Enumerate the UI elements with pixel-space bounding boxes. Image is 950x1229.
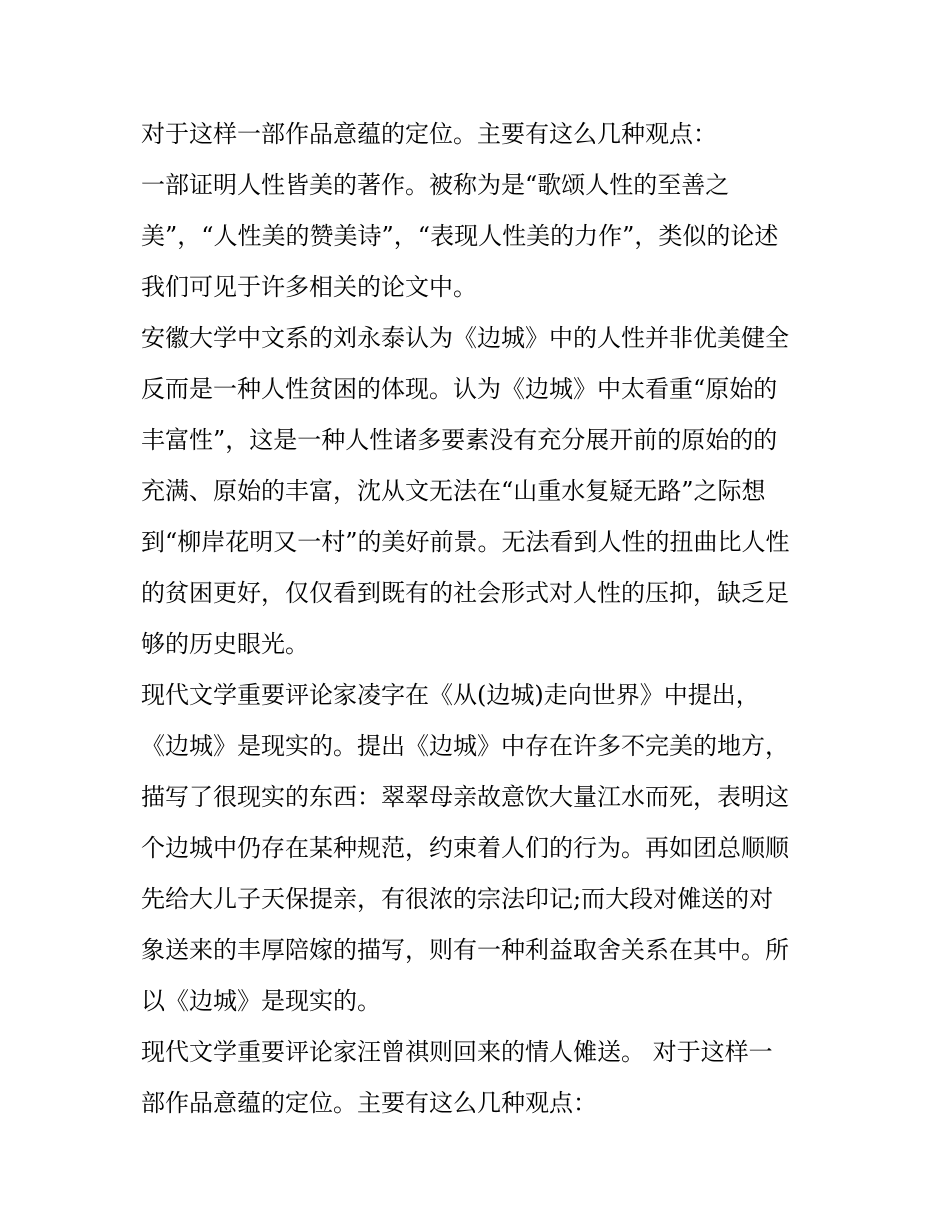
text-line: 反而是一种人性贫困的体现。认为《边城》中太看重“原始的	[141, 375, 778, 403]
text-line: 个边城中仍存在某种规范，约束着人们的行为。再如团总顺顺	[141, 834, 789, 862]
text-line: 先给大儿子天保提亲，有很浓的宗法印记;而大段对傩送的对	[141, 885, 774, 913]
text-line: 描写了很现实的东西：翠翠母亲故意饮大量江水而死，表明这	[141, 783, 789, 811]
text-line: 一部证明人性皆美的著作。被称为是“歌颂人性的至善之	[141, 171, 730, 199]
text-line: 《边城》是现实的。提出《边城》中存在许多不完美的地方，	[141, 732, 789, 760]
text-line: 到“柳岸花明又一村”的美好前景。无法看到人性的扭曲比人性	[141, 528, 790, 556]
text-line: 现代文学重要评论家凌字在《从(边城)走向世界》中提出，	[141, 681, 760, 709]
text-line: 安徽大学中文系的刘永泰认为《边城》中的人性并非优美健全	[141, 324, 789, 352]
text-line: 充满、原始的丰富，沈从文无法在“山重水复疑无路”之际想	[141, 477, 766, 505]
text-line: 象送来的丰厚陪嫁的描写，则有一种利益取舍关系在其中。所	[141, 936, 789, 964]
text-line: 部作品意蕴的定位。主要有这么几种观点：	[141, 1089, 597, 1117]
text-line: 以《边城》是现实的。	[141, 987, 381, 1015]
text-line: 我们可见于许多相关的论文中。	[141, 273, 477, 301]
text-line: 够的历史眼光。	[141, 630, 309, 658]
text-line: 美”，“人性美的赞美诗”，“表现人性美的力作”，类似的论述	[141, 222, 779, 250]
document-body	[141, 109, 831, 1129]
text-line: 的贫困更好，仅仅看到既有的社会形式对人性的压抑，缺乏足	[141, 579, 789, 607]
text-line: 现代文学重要评论家汪曾祺则回来的情人傩送。 对于这样一	[141, 1038, 773, 1066]
text-line: 对于这样一部作品意蕴的定位。主要有这么几种观点：	[141, 120, 717, 148]
text-line: 丰富性”，这是一种人性诸多要素没有充分展开前的原始的的	[141, 426, 778, 454]
